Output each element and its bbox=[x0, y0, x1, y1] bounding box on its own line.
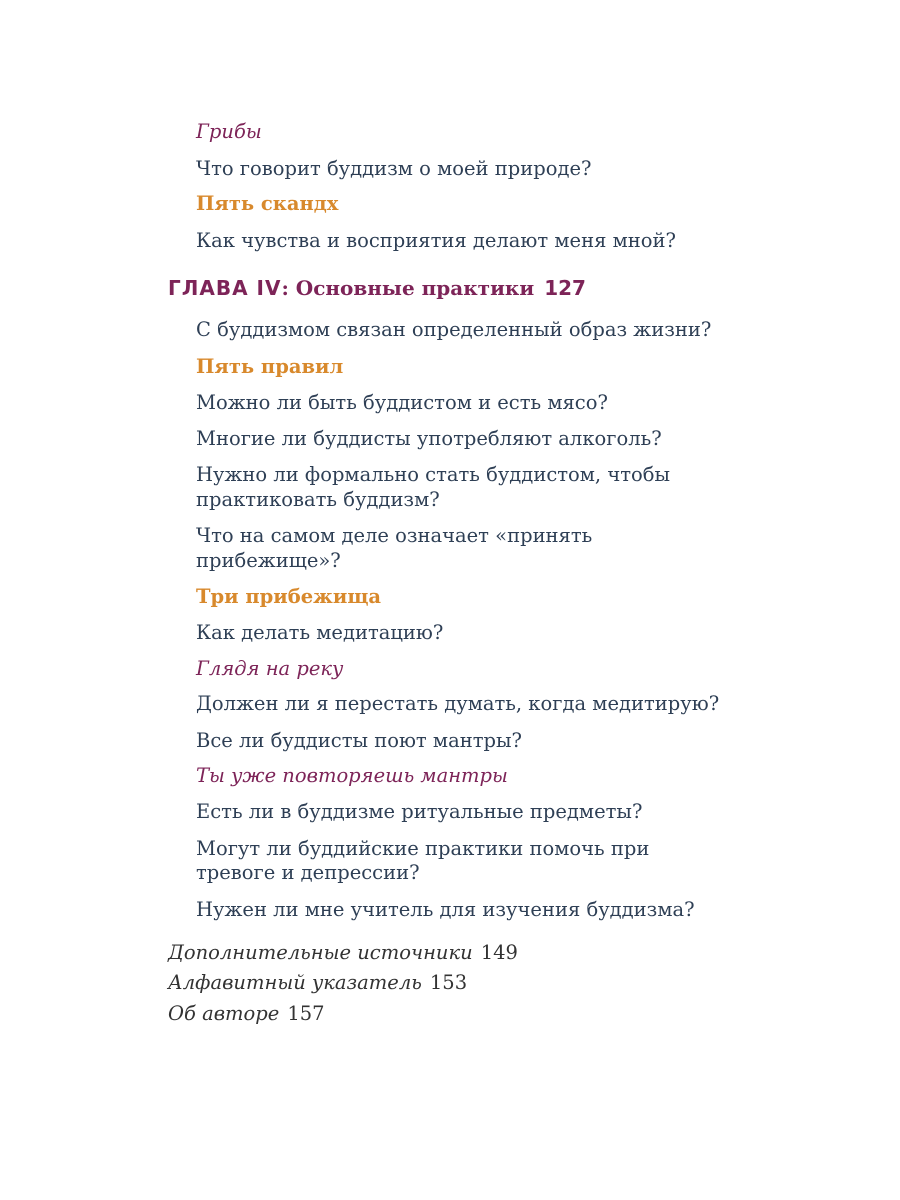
question-entry-line-2: тревоге и депрессии? bbox=[196, 861, 420, 884]
sidebar-entry-river: Глядя на реку bbox=[196, 657, 344, 680]
question-entry-line-1: Нужно ли формально стать буддистом, чтобы bbox=[196, 463, 671, 486]
back-matter-title: Алфавитный указатель bbox=[168, 971, 422, 994]
back-matter-title: Об авторе bbox=[168, 1002, 280, 1025]
question-entry: Что говорит буддизм о моей природе? bbox=[196, 157, 592, 180]
question-entry: Должен ли я перестать думать, когда медитирую? bbox=[196, 692, 720, 715]
question-entry-line-1: Что на самом деле означает «принять bbox=[196, 524, 593, 547]
sidebar-entry-three-refuges: Три прибежища bbox=[196, 585, 382, 608]
chapter-title: : Основные практики bbox=[281, 276, 535, 300]
back-matter-author bbox=[168, 1002, 325, 1026]
back-matter-page: 153 bbox=[429, 971, 468, 994]
sidebar-entry-five-skandhas: Пять скандх bbox=[196, 192, 339, 215]
sidebar-entry-repeating-mantras: Ты уже повторяешь мантры bbox=[196, 764, 508, 787]
question-entry: Есть ли в буддизме ритуальные предметы? bbox=[196, 800, 643, 823]
question-entry: Нужен ли мне учитель для изучения буддизма? bbox=[196, 898, 695, 921]
question-entry-line-2: прибежище»? bbox=[196, 549, 341, 572]
chapter-page-number: 127 bbox=[544, 276, 586, 300]
chapter-heading bbox=[168, 276, 586, 300]
back-matter-page: 149 bbox=[480, 941, 518, 964]
question-entry: Все ли буддисты поют мантры? bbox=[196, 729, 522, 752]
back-matter-index bbox=[168, 971, 467, 995]
question-entry-line-1: Могут ли буддийские практики помочь при bbox=[196, 837, 650, 860]
back-matter-title: Дополнительные источники bbox=[168, 941, 473, 964]
question-entry: С буддизмом связан определенный образ жизни? bbox=[196, 318, 712, 341]
chapter-label: ГЛАВА IV bbox=[168, 276, 282, 300]
question-entry-line-2: практиковать буддизм? bbox=[196, 488, 440, 511]
sidebar-entry-gribi: Грибы bbox=[196, 120, 262, 143]
question-entry: Как чувства и восприятия делают меня мной? bbox=[196, 229, 676, 252]
sidebar-entry-five-precepts: Пять правил bbox=[196, 355, 344, 378]
back-matter-page: 157 bbox=[287, 1002, 325, 1025]
question-entry: Многие ли буддисты употребляют алкоголь? bbox=[196, 427, 662, 450]
question-entry: Как делать медитацию? bbox=[196, 621, 444, 644]
question-entry: Можно ли быть буддистом и есть мясо? bbox=[196, 391, 608, 414]
back-matter-sources bbox=[168, 941, 518, 965]
